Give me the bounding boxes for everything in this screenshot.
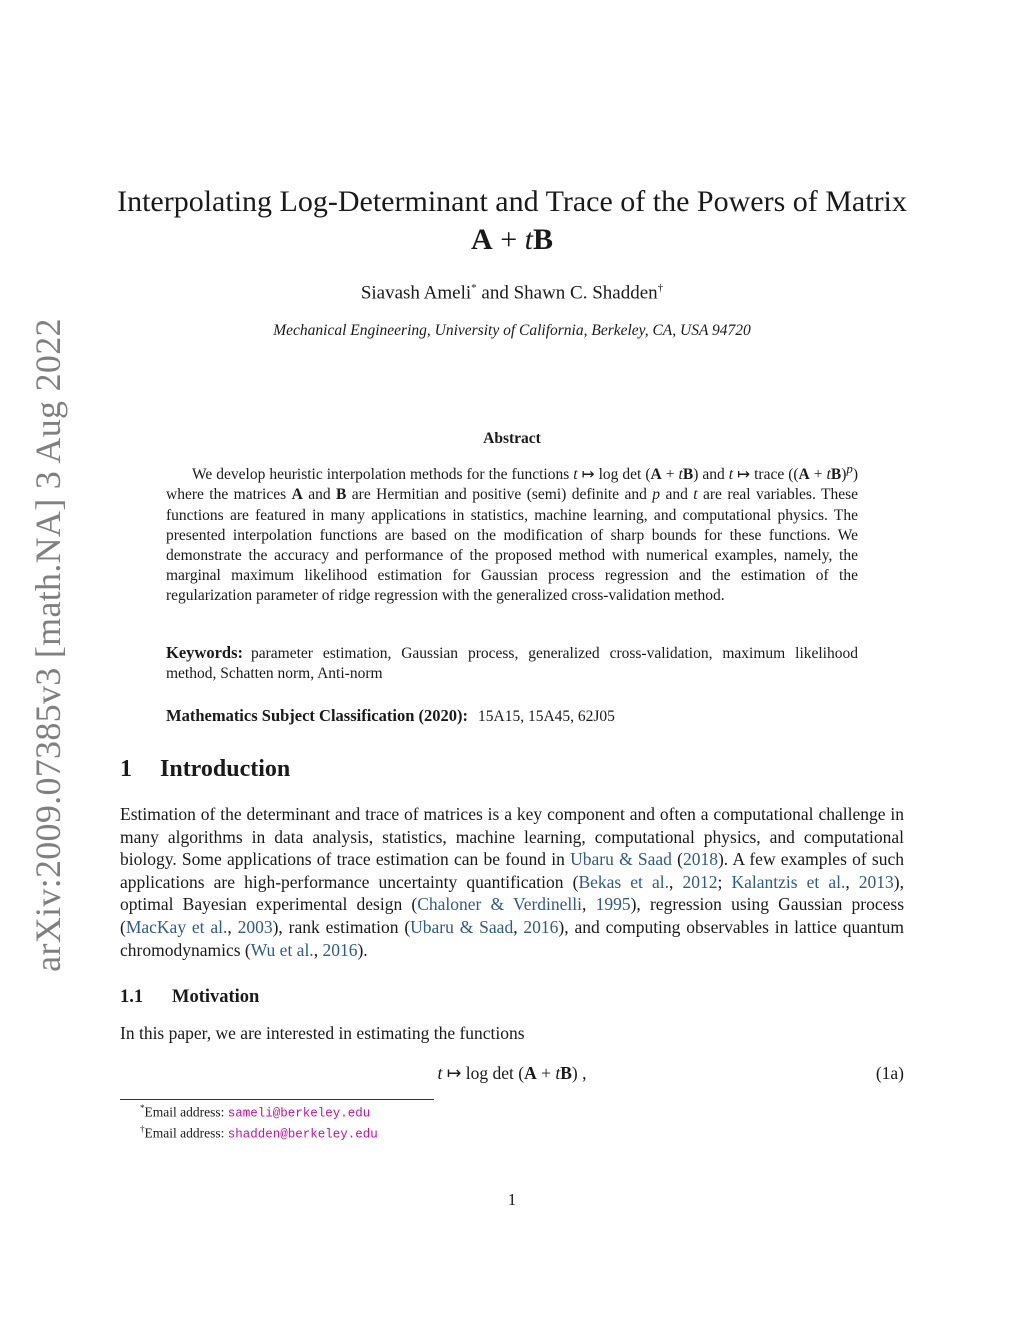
motivation-paragraph: In this paper, we are interested in estimating the functions	[120, 1023, 525, 1043]
title-line-1: Interpolating Log-Determinant and Trace of the Powers of Matrix	[117, 185, 907, 218]
citation-link[interactable]: Kalantzis et al.	[731, 871, 846, 892]
author-shadden: Shawn C. Shadden	[513, 282, 658, 304]
equation-1a	[120, 1063, 904, 1087]
citation-link[interactable]: Ubaru & Saad	[410, 916, 514, 937]
footnote-2: †Email address: shadden@berkeley.edu	[140, 1124, 378, 1142]
keywords-text: parameter estimation, Gaussian process, generalized cross-validation, maximum likelihood method, Schatten norm, Anti-norm	[166, 645, 858, 682]
citation-link[interactable]: Bekas et al.	[578, 871, 670, 892]
section-heading-motivation: 1.1 Motivation	[120, 987, 260, 1007]
footnote-1: *Email address: sameli@berkeley.edu	[140, 1103, 371, 1121]
footnote-divider	[120, 1099, 434, 1100]
intro-paragraph: Estimation of the determinant and trace of matrices is a key component and often a computational challenge in many algorithms in data analysis, statistics, machine learning, computational physics, and computational biology. Some applications of trace estimation can be found in Ubaru & Saad (2018). A few examples of such applications are high-performance uncertainty quantification (Bekas et al., 2012; Kalantzis et al., 2013), optimal Bayesian experimental design (Chaloner & Verdinelli, 1995), regression using Gaussian process (MacKay et al., 2003), rank estimation (Ubaru & Saad, 2016), and computing observables in lattice quantum chromodynamics (Wu et al., 2016).	[120, 804, 905, 960]
citation-year-link[interactable]: 2003	[237, 916, 273, 937]
citation-link[interactable]: Chaloner & Verdinelli	[417, 894, 583, 915]
affiliation: Mechanical Engineering, University of California, Berkeley, CA, USA 94720	[273, 322, 751, 339]
page-number: 1	[507, 1190, 517, 1209]
keywords-label: Keywords:	[166, 643, 243, 662]
keywords	[166, 643, 858, 684]
equation-label: (1a)	[875, 1063, 904, 1083]
citation-year-link[interactable]: 2016	[523, 916, 559, 937]
citation-link[interactable]: MacKay et al.	[125, 916, 228, 937]
citation-year-link[interactable]: 2018	[682, 849, 718, 870]
author-list: Siavash Ameli* and Shawn C. Shadden†	[360, 282, 664, 304]
msc-classification	[166, 706, 866, 726]
email-link[interactable]: sameli@berkeley.edu	[227, 1106, 371, 1121]
citation-link[interactable]: Ubaru & Saad	[570, 849, 672, 870]
citation-year-link[interactable]: 2016	[322, 939, 358, 960]
author-mark-1[interactable]: *	[471, 282, 477, 294]
msc-label: Mathematics Subject Classification (2020):	[166, 706, 468, 725]
arxiv-stamp-text: arXiv:2009.07385v3 [math.NA] 3 Aug 2022	[28, 318, 69, 972]
citation-year-link[interactable]: 2013	[858, 871, 894, 892]
citation-year-link[interactable]: 1995	[595, 894, 631, 915]
citation-link[interactable]: Wu et al.	[250, 939, 314, 960]
abstract-body: We develop heuristic interpolation methods for the functions t ↦ log det (A + tB) and t ↦ trace ((A + tB)$^p$) where the matrices A and B are Hermitian and positive (semi) definite and p and t are real variables. These functions are featured in many applications in statistics, machine learning, and computational physics. The presented interpolation functions are based on the modification of sharp bounds for these functions. We demonstrate the accuracy and performance of the proposed method with numerical examples, namely, the marginal maximum likelihood estimation for Gaussian process regression and the estimation of the regularization parameter of ridge regression with the generalized cross-validation method.	[166, 461, 858, 605]
section-heading-introduction: 1 Introduction	[120, 756, 291, 782]
author-mark-2[interactable]: †	[657, 282, 664, 294]
arxiv-stamp	[22, 318, 74, 972]
author-ameli: Siavash Ameli	[360, 282, 472, 304]
title-line-2: A + tB	[471, 223, 553, 256]
paper-title	[100, 183, 924, 259]
citation-year-link[interactable]: 2012	[682, 871, 718, 892]
abstract-heading: Abstract	[483, 430, 541, 447]
equation-body: t ↦ log det (A + tB) ,	[437, 1063, 587, 1083]
msc-codes: 15A15, 15A45, 62J05	[478, 708, 615, 725]
email-link[interactable]: shadden@berkeley.edu	[227, 1127, 378, 1142]
